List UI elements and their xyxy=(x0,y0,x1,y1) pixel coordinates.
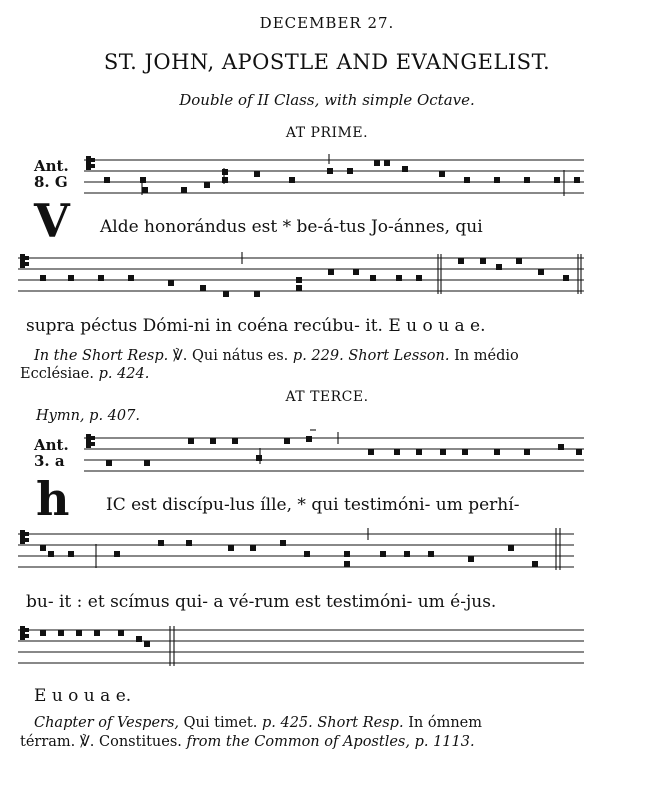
mode-label: 3. a xyxy=(34,452,65,470)
feast-title: ST. JOHN, APOSTLE AND EVANGELIST. xyxy=(103,50,551,74)
rubric-page-ref: p. 1113. xyxy=(414,734,475,750)
music-staff-prime-1 xyxy=(84,150,584,200)
rubric-short-resp: In the Short Resp. xyxy=(34,348,169,364)
rubric-page-ref: p. 424. xyxy=(98,366,150,382)
ant-abbrev: Ant. xyxy=(34,157,69,175)
rubric-page-ref: p. 229. xyxy=(292,348,344,364)
rubric-resp-text: In ómnem xyxy=(408,715,483,731)
rubric-prime-line1 xyxy=(34,348,519,364)
ant-abbrev: Ant. xyxy=(34,436,69,454)
rubric-terce-line2 xyxy=(20,734,475,750)
hymn-label: Hymn, xyxy=(36,408,85,424)
lyrics-line: supra péctus Dómi-ni in coéna recúbu- it. E u o u a e. xyxy=(26,316,486,336)
section-heading-prime: AT PRIME. xyxy=(285,125,369,141)
rubric-chapter-label: Chapter of Vespers, xyxy=(34,715,180,731)
music-staff-prime-2 xyxy=(18,248,584,298)
antiphon-label xyxy=(34,158,69,190)
lyrics-line: E u o u a e. xyxy=(34,686,132,706)
lyrics-line: IC est discípu-lus ílle, * qui testimóni- um perhí- xyxy=(106,495,520,515)
music-staff-terce-1 xyxy=(84,428,584,478)
rubric-common-ref: from the Common of Apostles, xyxy=(186,734,410,750)
lyrics-line: Alde honorándus est * be-á-tus Jo-ánnes, qui xyxy=(100,217,483,237)
hymn-ref xyxy=(36,408,140,424)
hymn-page: p. 407. xyxy=(89,408,140,424)
rubric-short-resp: Short Resp. xyxy=(317,715,404,731)
music-staff-terce-3 xyxy=(18,620,584,670)
section-heading-terce: AT TERCE. xyxy=(285,389,369,405)
feast-rank: Double of II Class, with simple Octave. xyxy=(179,91,475,109)
rubric-lesson-cont: Ecclésiae. xyxy=(20,366,94,382)
rubric-page-ref: p. 425. xyxy=(261,715,313,731)
feast-date: DECEMBER 27. xyxy=(259,14,395,32)
antiphon-label xyxy=(34,437,69,469)
rubric-verse: ℣. Qui nátus es. xyxy=(172,348,289,364)
initial-letter: V xyxy=(34,194,70,248)
lyrics-line: bu- it : et scímus qui- a vé-rum est testimóni- um é-jus. xyxy=(26,592,497,612)
rubric-short-lesson: Short Lesson. xyxy=(348,348,450,364)
rubric-prime-line2 xyxy=(20,366,149,382)
music-staff-terce-2 xyxy=(18,524,574,574)
initial-letter: h xyxy=(36,472,70,526)
rubric-chapter-text: Qui timet. xyxy=(183,715,258,731)
rubric-resp-cont: térram. ℣. Constitues. xyxy=(20,734,182,750)
mode-label: 8. G xyxy=(34,173,68,191)
rubric-lesson-text: In médio xyxy=(454,348,519,364)
rubric-terce-line1 xyxy=(34,715,482,731)
